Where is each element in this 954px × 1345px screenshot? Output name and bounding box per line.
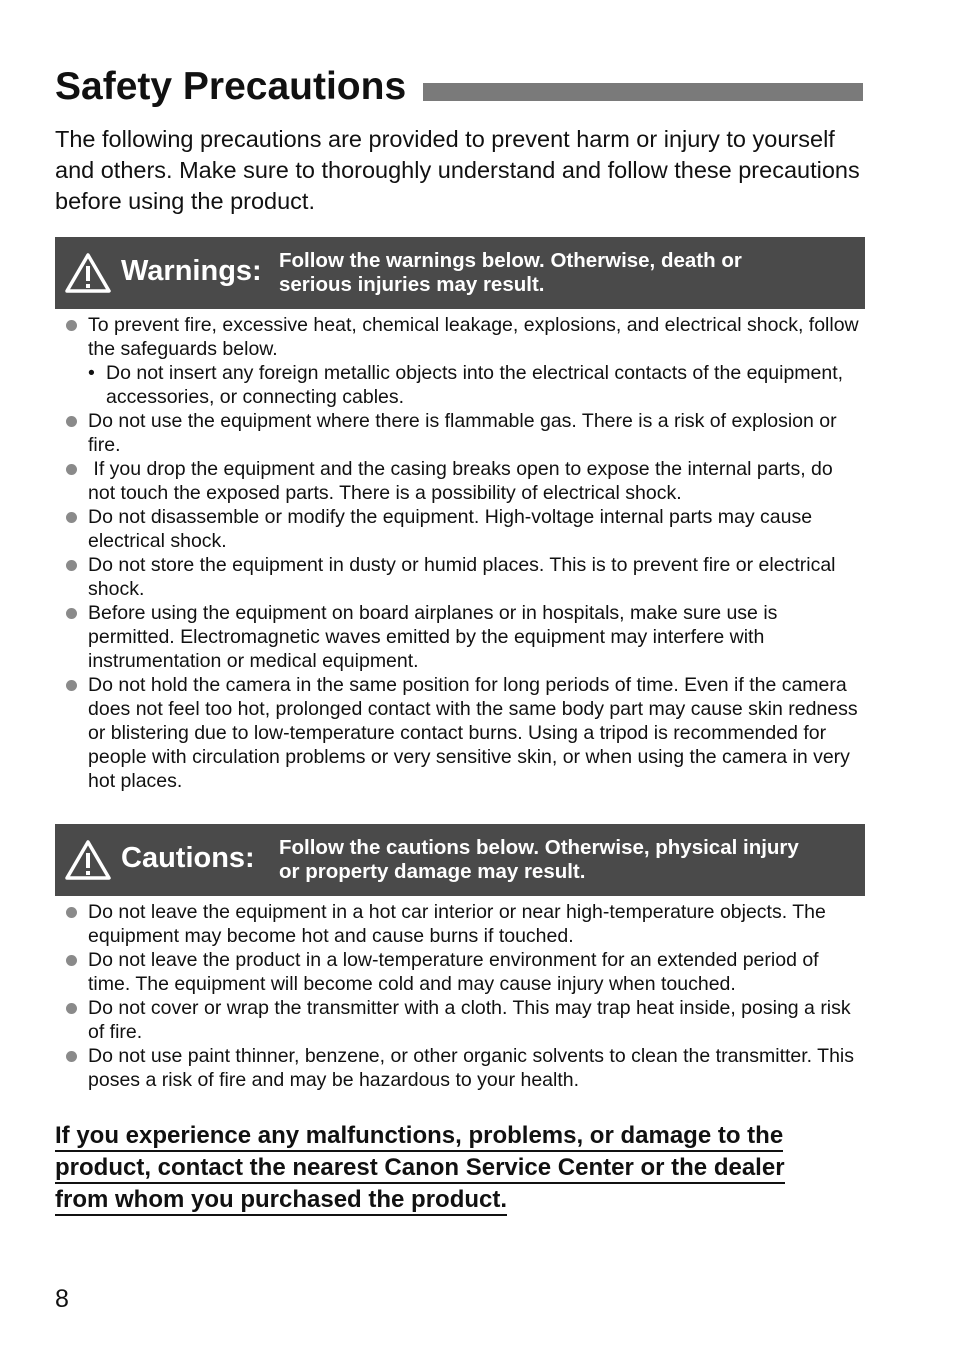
bullet-dot-icon	[66, 512, 77, 523]
list-item-text: Before using the equipment on board airplanes or in hospitals, make sure use is permitted. Electromagnetic waves emitted by the equipment may interfere with instrumentation or medical equipment.	[88, 602, 778, 672]
list-item-text: Do not hold the camera in the same position for long periods of time. Even if the camera does not feel too hot, prolonged contact with the same body part may cause skin redness or blistering due to low-temperature contact burns. Using a tripod is recommended for people with circulation problems or very sensitive skin, or when using the camera in very hot places.	[88, 674, 858, 792]
cautions-desc-line-1: Follow the cautions below. Otherwise, physical injury	[279, 836, 799, 859]
sub-list-item	[88, 361, 865, 409]
title-rule	[423, 83, 863, 101]
contact-notice	[55, 1120, 855, 1216]
cautions-desc-line-2: or property damage may result.	[279, 859, 586, 883]
bullet-dot-icon	[66, 1051, 77, 1062]
list-item	[55, 900, 865, 948]
warnings-list	[55, 313, 865, 793]
list-item	[55, 948, 865, 996]
list-item-text: If you drop the equipment and the casing breaks open to expose the internal parts, do not touch the exposed parts. There is a possibility of electrical shock.	[88, 458, 839, 504]
page-number: 8	[55, 1285, 69, 1313]
list-item	[55, 505, 865, 553]
cautions-description	[279, 836, 859, 883]
cautions-banner	[55, 824, 865, 896]
bullet-dot-icon	[66, 608, 77, 619]
sub-bullet-icon: •	[88, 362, 95, 384]
bullet-dot-icon	[66, 320, 77, 331]
list-item-text: Do not store the equipment in dusty or humid places. This is to prevent fire or electrical shock.	[88, 554, 836, 600]
bullet-dot-icon	[66, 464, 77, 475]
bullet-dot-icon	[66, 907, 77, 918]
title-row	[55, 62, 865, 112]
intro-paragraph: The following precautions are provided to prevent harm or injury to yourself and others. Make sure to thoroughly understand and follow these precautions before using the product.	[55, 126, 860, 214]
sub-list-item-text: Do not insert any foreign metallic objects into the electrical contacts of the equipment, accessories, or connecting cables.	[106, 362, 844, 408]
list-item-text: Do not use the equipment where there is flammable gas. There is a risk of explosion or fire.	[88, 410, 837, 456]
warnings-banner	[55, 237, 865, 309]
list-item-text: Do not use paint thinner, benzene, or other organic solvents to clean the transmitter. This poses a risk of fire and may be hazardous to your health.	[88, 1045, 855, 1091]
cautions-label: Cautions:	[121, 842, 255, 874]
warnings-desc-line-2: serious injuries may result.	[279, 272, 545, 296]
warnings-desc-line-1: Follow the warnings below. Otherwise, death or	[279, 249, 742, 272]
list-item	[55, 673, 865, 793]
bullet-dot-icon	[66, 1003, 77, 1014]
list-item-text: Do not cover or wrap the transmitter with a cloth. This may trap heat inside, posing a risk of fire.	[88, 997, 851, 1043]
list-item-text: Do not leave the product in a low-temperature environment for an extended period of time. The equipment will become cold and may cause injury when touched.	[88, 949, 819, 995]
contact-line-3: from whom you purchased the product.	[55, 1185, 507, 1216]
bullet-dot-icon	[66, 955, 77, 966]
warnings-description	[279, 249, 859, 296]
bullet-dot-icon	[66, 560, 77, 571]
caution-triangle-icon	[64, 839, 112, 881]
warnings-label: Warnings:	[121, 255, 262, 287]
list-item	[55, 313, 865, 409]
list-item	[55, 996, 865, 1044]
list-item-text: Do not disassemble or modify the equipment. High-voltage internal parts may cause electrical shock.	[88, 506, 813, 552]
list-item-text: To prevent fire, excessive heat, chemical leakage, explosions, and electrical shock, follow the safeguards below.	[88, 314, 859, 360]
contact-line-1: If you experience any malfunctions, problems, or damage to the	[55, 1121, 783, 1152]
bullet-dot-icon	[66, 680, 77, 691]
list-item	[55, 457, 865, 505]
page-title: Safety Precautions	[55, 65, 407, 108]
list-item	[55, 1044, 865, 1092]
warning-triangle-icon	[64, 252, 112, 294]
list-item-text: Do not leave the equipment in a hot car interior or near high-temperature objects. The equipment may become hot and cause burns if touched.	[88, 901, 826, 947]
list-item	[55, 409, 865, 457]
bullet-dot-icon	[66, 416, 77, 427]
contact-line-2: product, contact the nearest Canon Service Center or the dealer	[55, 1153, 785, 1184]
list-item	[55, 601, 865, 673]
cautions-list	[55, 900, 865, 1092]
list-item	[55, 553, 865, 601]
